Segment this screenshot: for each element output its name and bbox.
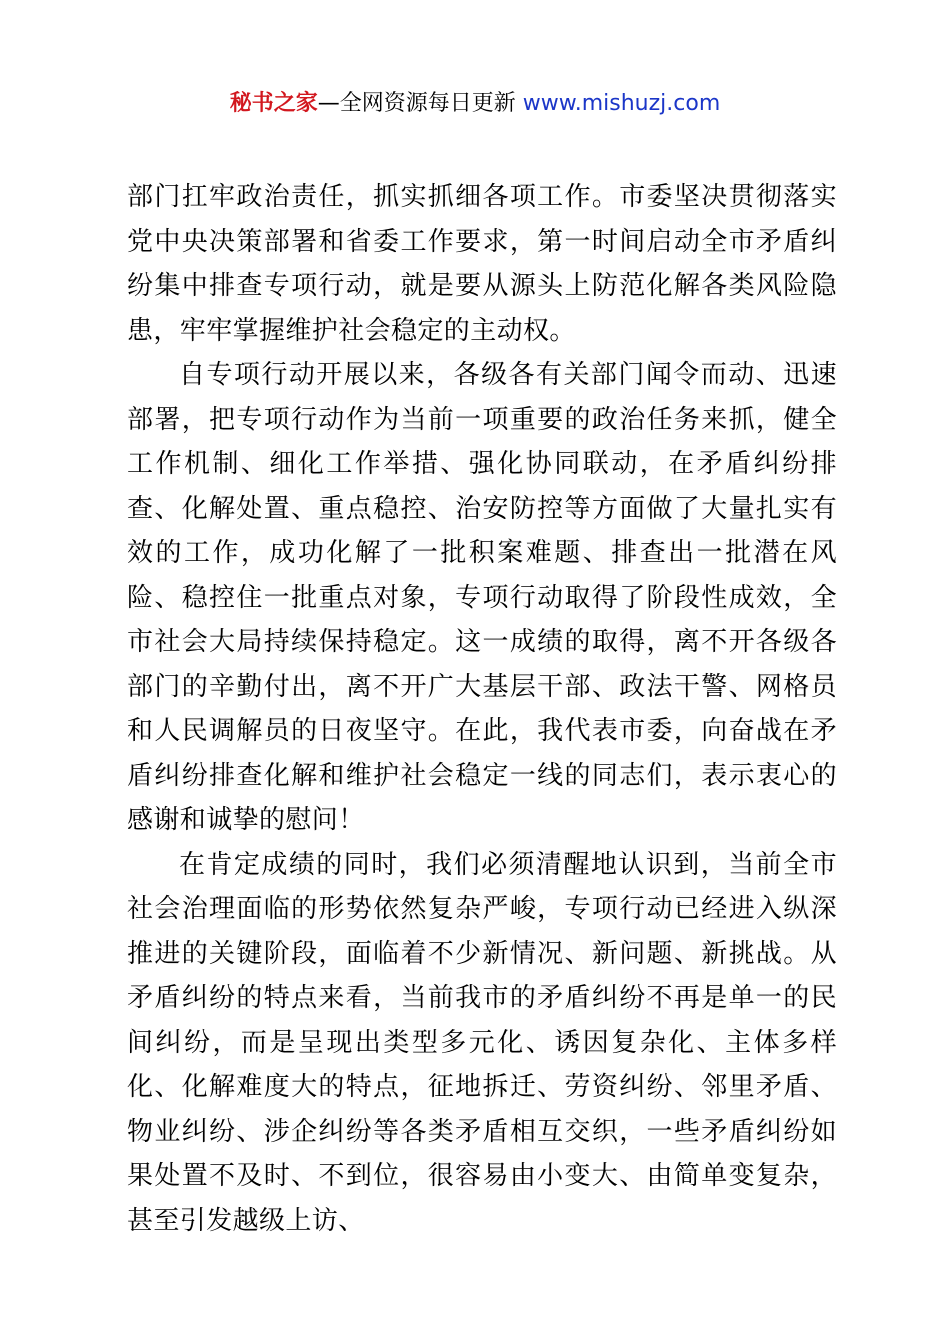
website-url: www.mishuzj.com [522,91,721,116]
brand-name: 秘书之家 [229,91,318,116]
paragraph-achievements: 自专项行动开展以来，各级各有关部门闻令而动、迅速部署，把专项行动作为当前一项重要的政治任务来抓，健全工作机制、细化工作举措、强化协同联动，在矛盾纠纷排查、化解处置、重点稳控、治安防控等方面做了大量扎实有效的工作，成功化解了一批积案难题、排查出一批潜在风险、稳控住一批重点对象，专项行动取得了阶段性成效，全市社会大局持续保持稳定。这一成绩的取得，离不开各级各部门的辛勤付出，离不开广大基层干部、政法干警、网格员和人民调解员的日夜坚守。在此，我代表市委，向奋战在矛盾纠纷排查化解和维护社会稳定一线的同志们，表示衷心的感谢和诚挚的慰问！ [127,360,837,835]
paragraph-challenges: 在肯定成绩的同时，我们必须清醒地认识到，当前全市社会治理面临的形势依然复杂严峻，专项行动已经进入纵深推进的关键阶段，面临着不少新情况、新问题、新挑战。从矛盾纠纷的特点来看，当前我市的矛盾纠纷不再是单一的民间纠纷，而是呈现出类型多元化、诱因复杂化、主体多样化、化解难度大的特点，征地拆迁、劳资纠纷、邻里矛盾、物业纠纷、涉企纠纷等各类矛盾相互交织，一些矛盾纠纷如果处置不及时、不到位，很容易由小变大、由简单变复杂，甚至引发越级上访、 [127,849,837,1236]
document-body [127,175,837,1243]
paragraph-continued: 部门扛牢政治责任，抓实抓细各项工作。市委坚决贯彻落实党中央决策部署和省委工作要求，第一时间启动全市矛盾纠纷集中排查专项行动，就是要从源头上防范化解各类风险隐患，牢牢掌握维护社会稳定的主动权。 [127,182,837,346]
header-tagline: —全网资源每日更新 [317,91,523,116]
page-header [0,86,950,122]
